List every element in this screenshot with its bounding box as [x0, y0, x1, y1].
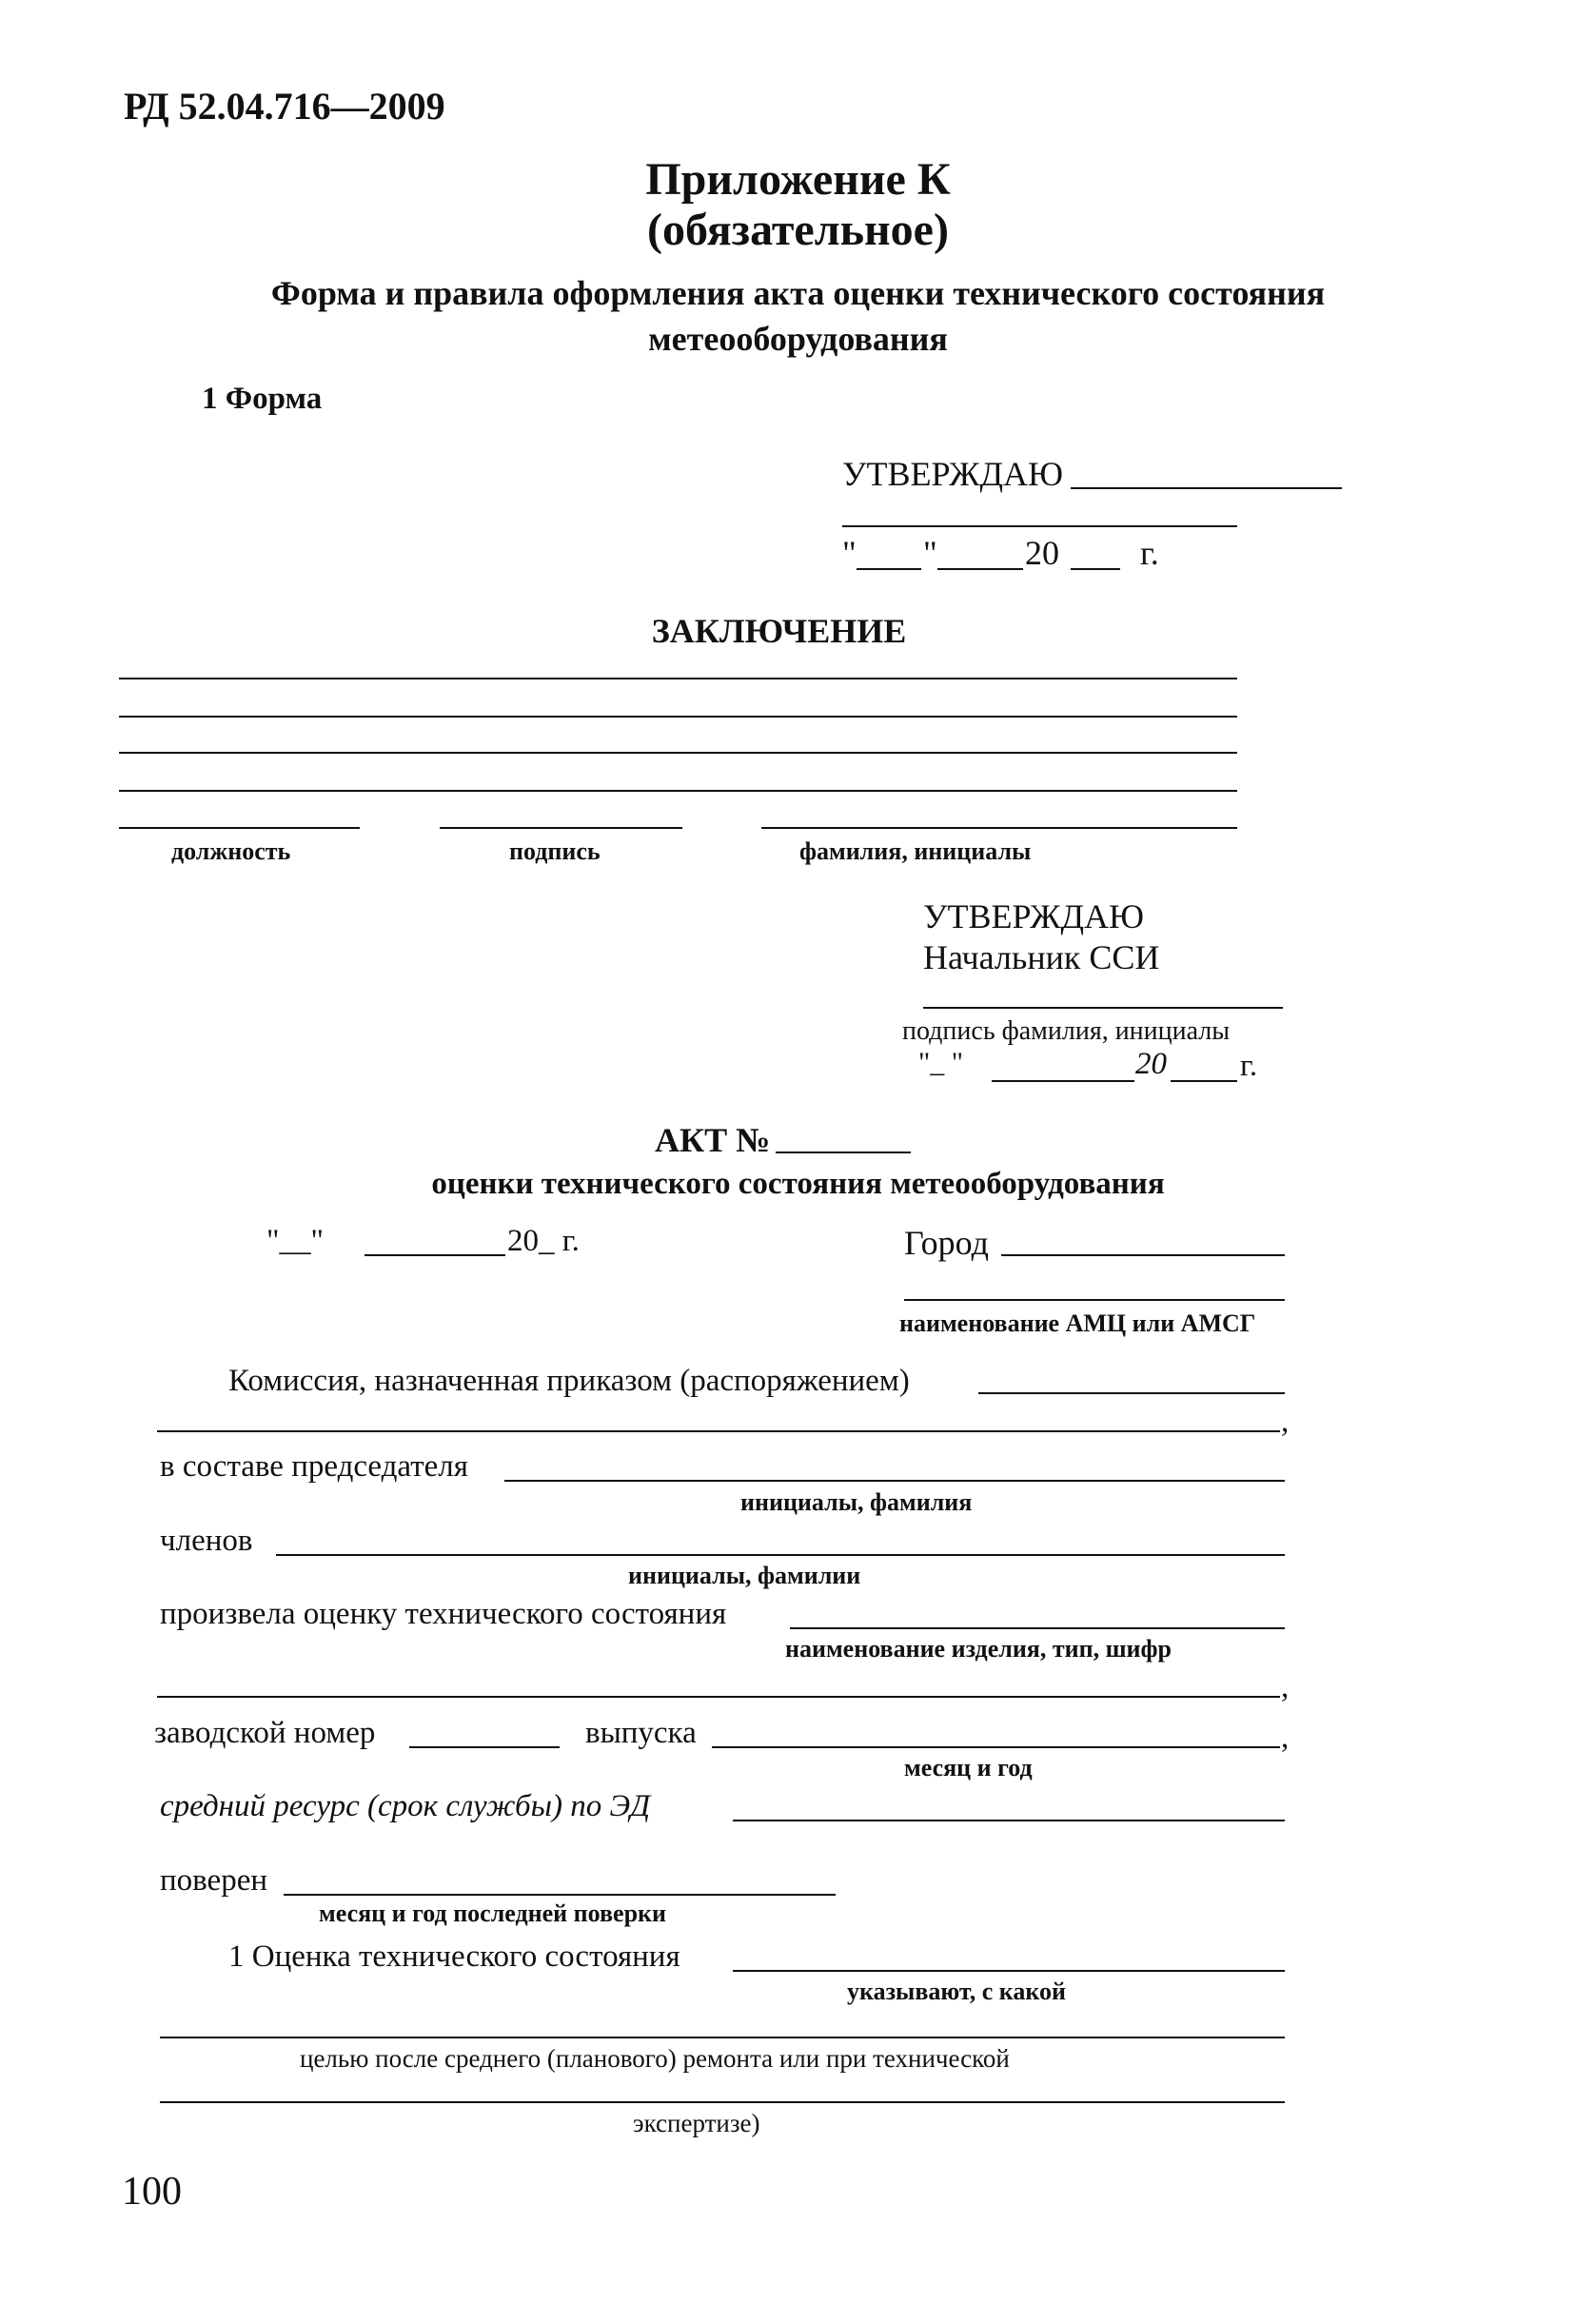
- section1-label: 1 Оценка технического состояния: [228, 1939, 680, 1974]
- approval1-year-suffix: г.: [1140, 534, 1159, 572]
- verified-line: [284, 1894, 836, 1896]
- approval2-role: Начальник ССИ: [923, 938, 1160, 976]
- approval2-year-suffix: г.: [1240, 1049, 1258, 1083]
- serial-line: [409, 1746, 560, 1748]
- approval2-date-quotes: "_ ": [918, 1047, 963, 1078]
- chairman-label: в составе председателя: [160, 1449, 468, 1484]
- appendix-subtitle: (обязательное): [647, 205, 949, 255]
- chairman-line: [504, 1480, 1285, 1482]
- approval1-signature-line: [1071, 487, 1342, 489]
- act-date-year: 20_ г.: [507, 1224, 580, 1258]
- release-caption: месяц и год: [904, 1754, 1033, 1781]
- approval1-month-line: [937, 568, 1023, 570]
- approval1-day-line: [857, 568, 921, 570]
- members-line: [276, 1554, 1285, 1556]
- act-title: АКТ №: [655, 1121, 771, 1159]
- conclusion-position-caption: должность: [171, 837, 291, 865]
- section1-caption-2: целью после среднего (планового) ремонта или при технической: [300, 2044, 1010, 2073]
- document-code: РД 52.04.716—2009: [124, 85, 445, 128]
- members-caption: инициалы, фамилии: [628, 1562, 861, 1589]
- approval2-label: УТВЕРЖДАЮ: [923, 897, 1145, 935]
- approval1-name-line: [842, 525, 1237, 527]
- conclusion-signature-caption: подпись: [509, 837, 601, 865]
- section1-line: [733, 1970, 1285, 1972]
- assessed-continuation-line: [157, 1696, 1280, 1698]
- release-comma: ,: [1281, 1721, 1290, 1755]
- approval2-year: 20: [1135, 1047, 1167, 1081]
- act-date-month-line: [365, 1254, 505, 1256]
- resource-line: [733, 1820, 1285, 1821]
- resource-label: средний ресурс (срок службы) по ЭД: [160, 1789, 651, 1823]
- conclusion-position-line: [119, 827, 360, 829]
- approval2-caption: подпись фамилия, инициалы: [902, 1016, 1231, 1046]
- conclusion-line-2: [119, 716, 1237, 718]
- conclusion-name-caption: фамилия, инициалы: [799, 837, 1032, 865]
- members-label: членов: [160, 1524, 253, 1558]
- release-line: [712, 1746, 1280, 1748]
- approval1-year-prefix: 20: [1025, 534, 1059, 572]
- conclusion-title: ЗАКЛЮЧЕНИЕ: [651, 612, 907, 650]
- approval1-year-line: [1071, 568, 1120, 570]
- commission-comma: ,: [1281, 1405, 1290, 1439]
- section1-line-2: [160, 2037, 1285, 2038]
- section1-line-3: [160, 2101, 1285, 2103]
- assessed-comma: ,: [1281, 1670, 1290, 1704]
- verified-caption: месяц и год последней поверки: [319, 1899, 666, 1927]
- commission-order-line: [978, 1392, 1285, 1394]
- approval2-year-line: [1171, 1080, 1237, 1082]
- act-subtitle: оценки технического состояния метеооборудования: [431, 1167, 1165, 1201]
- act-city-label: Город: [904, 1224, 989, 1262]
- act-org-line: [904, 1299, 1285, 1301]
- conclusion-line-3: [119, 752, 1237, 754]
- section1-caption-1: указывают, с какой: [847, 1978, 1066, 2005]
- approval1-quote-close: ": [923, 534, 937, 572]
- appendix-heading-line1: Форма и правила оформления акта оценки технического состояния: [270, 274, 1326, 312]
- act-number-line: [776, 1152, 911, 1153]
- section1-caption-3: экспертизе): [633, 2109, 760, 2137]
- assessed-caption: наименование изделия, тип, шифр: [785, 1635, 1172, 1663]
- page-number: 100: [122, 2170, 182, 2214]
- assessed-label: произвела оценку технического состояния: [160, 1597, 727, 1631]
- conclusion-signature-line: [440, 827, 682, 829]
- act-date-quotes: "__": [266, 1224, 324, 1258]
- assessed-line: [790, 1627, 1285, 1629]
- appendix-heading-line2: метеооборудования: [648, 320, 948, 358]
- conclusion-name-line: [761, 827, 1237, 829]
- approval2-signature-line: [923, 1007, 1283, 1009]
- release-label: выпуска: [585, 1716, 697, 1750]
- commission-label: Комиссия, назначенная приказом (распоряжением): [228, 1364, 910, 1398]
- commission-continuation-line: [157, 1430, 1280, 1432]
- conclusion-line-4: [119, 790, 1237, 792]
- act-city-caption: наименование АМЦ или АМСГ: [899, 1309, 1256, 1337]
- section-heading: 1 Форма: [202, 382, 323, 416]
- approval2-month-line: [992, 1080, 1134, 1082]
- approval1-quote-open: ": [842, 534, 857, 572]
- verified-label: поверен: [160, 1863, 268, 1898]
- chairman-caption: инициалы, фамилия: [740, 1488, 973, 1516]
- conclusion-line-1: [119, 678, 1237, 679]
- appendix-title: Приложение К: [645, 154, 951, 205]
- serial-label: заводской номер: [154, 1716, 376, 1750]
- act-city-line: [1001, 1254, 1285, 1256]
- approval1-label: УТВЕРЖДАЮ: [842, 455, 1064, 493]
